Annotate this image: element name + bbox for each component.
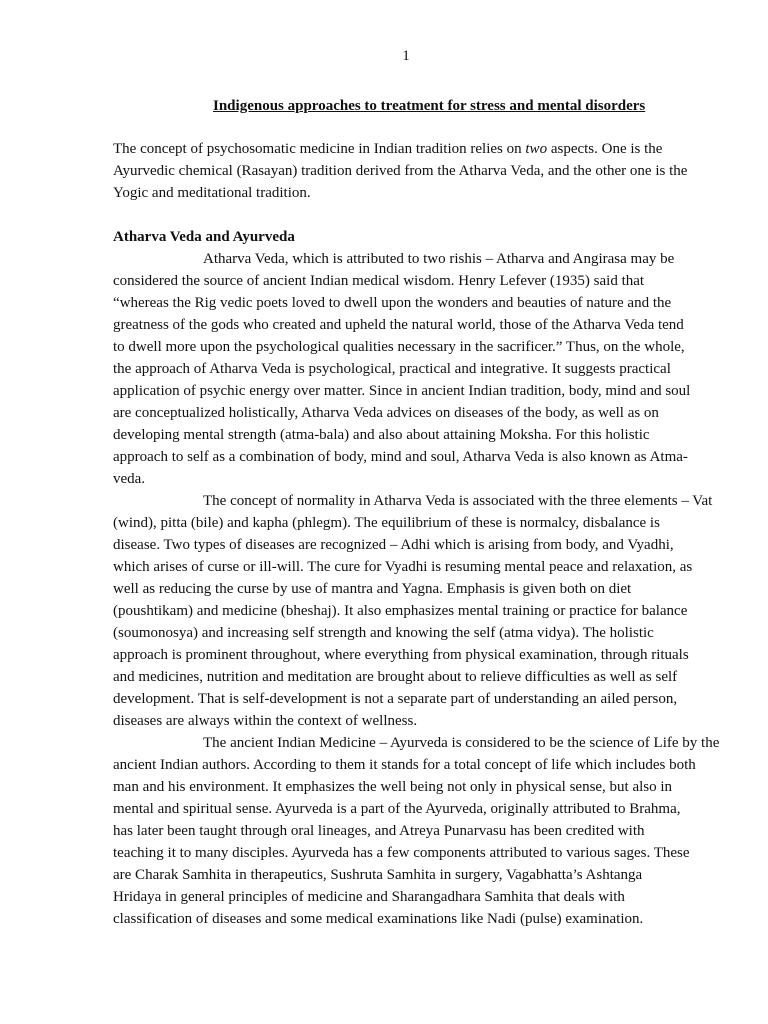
intro-line-3: Yogic and meditational tradition.: [113, 185, 311, 201]
intro-line-1: [113, 138, 703, 160]
paragraph-line: well as reducing the curse by use of mantra and Yagna. Emphasis is given both on diet: [113, 581, 632, 597]
paragraph-line: development. That is self-development is not a separate part of understanding an ailed person,: [113, 691, 678, 707]
paragraph-line: approach is prominent throughout, where everything from physical examination, through rituals: [113, 647, 689, 663]
paragraph-line: The concept of normality in Atharva Veda is associated with the three elements – Vat: [203, 493, 713, 509]
intro-text-before-italic: The concept of psychosomatic medicine in Indian tradition relies on: [113, 141, 526, 157]
paragraph-line: Hridaya in general principles of medicine and Sharangadhara Samhita that deals with: [113, 889, 625, 905]
paragraph-line: the approach of Atharva Veda is psychological, practical and integrative. It suggests practical: [113, 361, 671, 377]
paragraph-line: veda.: [113, 471, 146, 487]
paragraph-line: The ancient Indian Medicine – Ayurveda is considered to be the science of Life by the: [203, 735, 720, 751]
section-heading: Atharva Veda and Ayurveda: [113, 229, 295, 245]
paragraph-normality: [113, 490, 713, 732]
paragraph-line: approach to self as a combination of body, mind and soul, Atharva Veda is also known as Atma-: [113, 449, 688, 465]
paragraph-line: (wind), pitta (bile) and kapha (phlegm). The equilibrium of these is normalcy, disbalance is: [113, 515, 660, 531]
paragraph-line: are conceptualized holistically, Atharva Veda advices on diseases of the body, as well as on: [113, 405, 659, 421]
paragraph-line: to dwell more upon the psychological qualities necessary in the sacrificer.” Thus, on the whole,: [113, 339, 685, 355]
paragraph-atharva-veda: [113, 248, 703, 490]
paragraph-line: “whereas the Rig vedic poets loved to dwell upon the wonders and beauties of nature and the: [113, 295, 672, 311]
intro-line-2: Ayurvedic chemical (Rasayan) tradition derived from the Atharva Veda, and the other one is the: [113, 163, 688, 179]
intro-italic-word: two: [525, 141, 548, 157]
paragraph-line: considered the source of ancient Indian medical wisdom. Henry Lefever (1935) said that: [113, 273, 645, 289]
paragraph-line: are Charak Samhita in therapeutics, Sushruta Samhita in surgery, Vagabhatta’s Ashtanga: [113, 867, 643, 883]
paragraph-line: greatness of the gods who created and upheld the natural world, those of the Atharva Veda tend: [113, 317, 684, 333]
paragraph-line: Atharva Veda, which is attributed to two rishis – Atharva and Angirasa may be: [203, 251, 675, 267]
paragraph-ayurveda: [113, 732, 720, 930]
paragraph-line: man and his environment. It emphasizes the well being not only in physical sense, but also in: [113, 779, 673, 795]
paragraph-line: (poushtikam) and medicine (bheshaj). It also emphasizes mental training or practice for balance: [113, 603, 688, 619]
intro-paragraph: [113, 138, 703, 204]
document-body: [113, 138, 720, 930]
intro-text-after-italic: aspects. One is the: [547, 141, 663, 157]
paragraph-line: has later been taught through oral lineages, and Atreya Punarvasu has been credited with: [113, 823, 645, 839]
paragraph-line: teaching it to many disciples. Ayurveda has a few components attributed to various sages. These: [113, 845, 690, 861]
paragraph-line: application of psychic energy over matter. Since in ancient Indian tradition, body, mind and soul: [113, 383, 691, 399]
paragraph-line: disease. Two types of diseases are recognized – Adhi which is arising from body, and Vyadhi,: [113, 537, 674, 553]
paragraph-line: classification of diseases and some medical examinations like Nadi (pulse) examination.: [113, 911, 644, 927]
paragraph-line: developing mental strength (atma-bala) and also about attaining Moksha. For this holistic: [113, 427, 650, 443]
paragraph-line: and medicines, nutrition and meditation are brought about to relieve difficulties as well as self: [113, 669, 678, 685]
paragraph-line: mental and spiritual sense. Ayurveda is a part of the Ayurveda, originally attributed to Brahma,: [113, 801, 681, 817]
page-number: 1: [402, 48, 410, 64]
paragraph-line: which arises of curse or ill-will. The cure for Vyadhi is resuming mental peace and relaxation, as: [113, 559, 693, 575]
paragraph-line: ancient Indian authors. According to them it stands for a total concept of life which includes both: [113, 757, 696, 773]
document-title: Indigenous approaches to treatment for stress and mental disorders: [213, 98, 646, 114]
paragraph-line: diseases are always within the context of wellness.: [113, 713, 418, 729]
paragraph-line: (soumonosya) and increasing self strength and knowing the self (atma vidya). The holistic: [113, 625, 654, 641]
